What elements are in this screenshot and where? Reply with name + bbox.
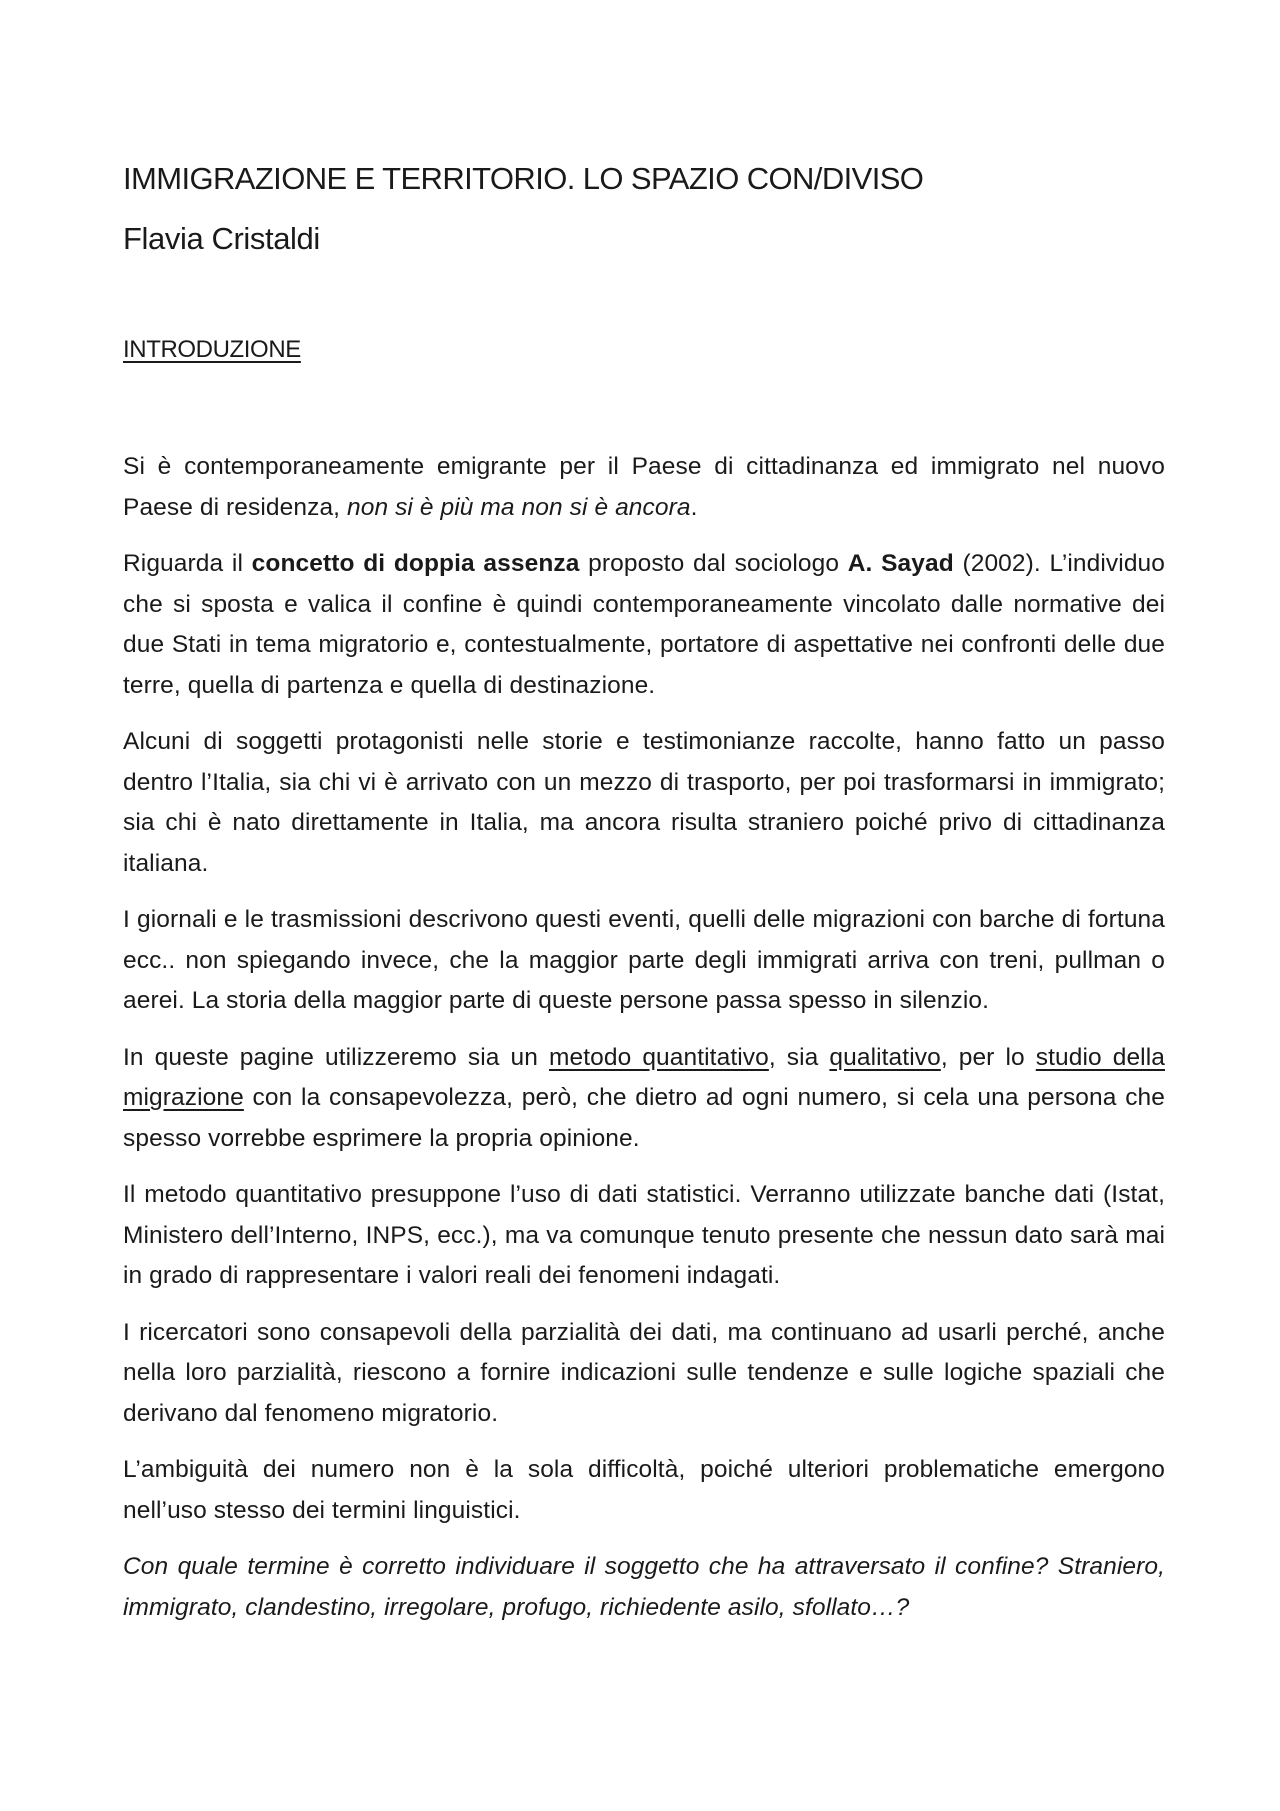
paragraph-1-end: . — [690, 493, 698, 521]
paragraph-5-text-e: , per lo — [940, 1043, 1036, 1071]
paragraph-2-bold-concept: concetto di doppia assenza — [251, 550, 580, 577]
paragraph-5-underline-qualitativo: qualitativo — [829, 1043, 941, 1071]
paragraph-9-question: Con quale termine è corretto individuare il soggetto che ha attraversato il confine? Straniero, immigrato, clandestino, irregolare, profugo, richiedente asilo, sfollato…? — [123, 1553, 1165, 1621]
paragraph-2-bold-author: A. Sayad — [847, 550, 954, 577]
paragraph-2 — [123, 544, 1165, 706]
paragraph-6: Il metodo quantitativo presuppone l’uso di dati statistici. Verranno utilizzate banche dati (Istat, Ministero dell’Interno, INPS, ecc.), ma va comunque tenuto presente che nessun dato sarà mai in grado di rappresentare i valori reali dei fenomeni indagati. — [123, 1181, 1165, 1289]
paragraph-5 — [123, 1038, 1165, 1160]
paragraph-5-underline-quantitativo: metodo quantitativo — [549, 1043, 769, 1071]
paragraph-8: L’ambiguità dei numero non è la sola difficoltà, poiché ulteriori problematiche emergono nell’uso stesso dei termini linguistici. — [123, 1456, 1165, 1524]
document-body — [123, 447, 1165, 1628]
paragraph-5-text-a: In queste pagine utilizzeremo sia un — [123, 1043, 549, 1071]
paragraph-3: Alcuni di soggetti protagonisti nelle storie e testimonianze raccolte, hanno fatto un passo dentro l’Italia, sia chi vi è arrivato con un mezzo di trasporto, per poi trasformarsi in immigrato; sia chi è nato direttamente in Italia, ma ancora risulta straniero poiché privo di cittadinanza italiana. — [123, 728, 1165, 877]
paragraph-4: I giornali e le trasmissioni descrivono questi eventi, quelli delle migrazioni con barche di fortuna ecc.. non spiegando invece, che la maggior parte degli immigrati arriva con treni, pullman o aerei. La storia della maggior parte di queste persone passa spesso in silenzio. — [123, 906, 1165, 1014]
document-page — [123, 155, 1165, 1644]
paragraph-2-text-c: proposto dal sociologo — [579, 550, 848, 577]
paragraph-1 — [123, 447, 1165, 528]
paragraph-1-text: Si è contemporaneamente emigrante per il Paese di cittadinanza ed immigrato nel nuovo Paese di residenza, — [123, 453, 1165, 521]
section-heading: INTRODUZIONE — [123, 336, 301, 363]
paragraph-2-text-a: Riguarda il — [123, 550, 252, 577]
paragraph-5-text-g: con la consapevolezza, però, che dietro ad ogni numero, si cela una persona che spesso vorrebbe esprimere la propria opinione. — [123, 1084, 1165, 1152]
paragraph-1-italic: non si è più ma non si è ancora — [347, 493, 691, 521]
document-author: Flavia Cristaldi — [123, 221, 320, 256]
document-title: IMMIGRAZIONE E TERRITORIO. LO SPAZIO CON/DIVISO — [123, 161, 924, 196]
paragraph-5-underline-studio: studio della migrazione — [123, 1043, 1165, 1111]
paragraph-2-text-e: (2002). L’individuo che si sposta e valica il confine è quindi contemporaneamente vincolato dalle normative dei due Stati in tema migratorio e, contestualmente, portatore di aspettative nei confronti delle due terre, quella di partenza e quella di destinazione. — [123, 550, 1165, 699]
paragraph-7: I ricercatori sono consapevoli della parzialità dei dati, ma continuano ad usarli perché, anche nella loro parzialità, riescono a fornire indicazioni sulle tendenze e sulle logiche spaziali che derivano dal fenomeno migratorio. — [123, 1318, 1165, 1427]
paragraph-5-text-c: , sia — [768, 1043, 830, 1071]
